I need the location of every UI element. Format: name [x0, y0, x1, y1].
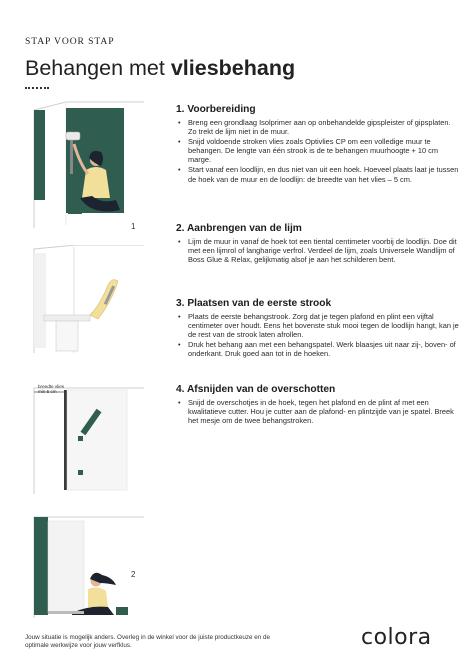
paint-roller-handle	[70, 138, 73, 174]
figure-number-2: 2	[131, 570, 136, 579]
bullet-list	[176, 312, 461, 358]
footer-note: Jouw situatie is mogelijk anders. Overleg in de winkel voor de juiste productkeuze en de optimale werkwijze voor jouw verfklus.	[25, 634, 271, 650]
figure-number-1: 1	[131, 222, 136, 231]
list-item: • Start vanaf een loodlijn, en dus niet van uit een hoek. Hoeveel plaats laat je tussen de hoek van de muur en de loodlijn: de breedte van het vlies – 5 cm.	[188, 165, 461, 183]
list-item: • Plaats de eerste behangstrook. Zorg dat je tegen plafond en plint een vijftal centimeter over houdt. Eens het bovenste stuk mooi tegen de loodlijn hangt, kan je de rest van de strook laten afrollen.	[188, 312, 461, 339]
bullet-list	[176, 398, 461, 425]
marker-dot	[78, 436, 83, 441]
measure-label-line2: min 5 cm	[38, 389, 57, 395]
title-divider	[25, 87, 49, 89]
section-heading: 1. Voorbereiding	[176, 104, 256, 115]
glued-area	[34, 253, 46, 348]
illustration-glue	[26, 245, 146, 355]
measure-label-line1: breedte vlies	[38, 384, 65, 389]
section-preparation	[176, 104, 461, 185]
illustration-preparation	[26, 100, 146, 230]
bullet-list	[176, 118, 461, 184]
wallpaper-roll-edge	[90, 280, 118, 319]
title-regular: Behangen met	[25, 56, 171, 80]
list-item: • Druk het behang aan met een behangspatel. Werk blaasjes uit naar zij-, boven- of onderkant. Druk goed aan tot in de hoeken.	[188, 340, 461, 358]
section-first-strip	[176, 298, 461, 359]
list-item: • Lijm de muur in vanaf de hoek tot een tiental centimeter voorbij de loodlijn. Doe dit met een lijmrol of langharige verfrol. Verdeel de lijm, zoals Universele Wandlijm of Boss Glue & Relax, gelijkmatig alsof je aan het schilderen bent.	[188, 237, 461, 264]
section-heading: 4. Afsnijden van de overschotten	[176, 384, 336, 395]
page-title	[25, 56, 295, 81]
marker-dot	[78, 470, 83, 475]
paint-roller-head	[66, 132, 80, 140]
baseboard	[48, 611, 84, 614]
section-glue	[176, 223, 461, 265]
paint-tray	[68, 206, 82, 214]
illustration-cutting	[26, 515, 146, 620]
table-leg	[56, 321, 78, 351]
title-bold: vliesbehang	[170, 56, 296, 80]
section-cutting	[176, 384, 461, 426]
list-item: • Snijd de overschotjes in de hoek, tegen het plafond en de plint af met een kwalitatieve cutter. Hou je cutter aan de plafond- en plintzijde van je spatel. Breek het mesje om de twee behangstroken.	[188, 398, 461, 425]
wall-corner-lines	[34, 245, 144, 353]
list-item: • Snijd voldoende stroken vlies zoals Optivlies CP om een volledige muur te behangen. De lengte van één strook is de te behangen muurhoogte + 10 cm marge.	[188, 137, 461, 164]
kicker-label: STAP VOOR STAP	[25, 36, 115, 47]
section-heading: 3. Plaatsen van de eerste strook	[176, 298, 332, 309]
wallpaper-strip-edge	[64, 390, 67, 490]
section-heading: 2. Aanbrengen van de lijm	[176, 223, 302, 234]
wallpaper-panel	[48, 521, 84, 613]
green-wall-panel	[67, 390, 127, 490]
list-item: • Breng een grondlaag Isolprimer aan op onbehandelde gipspleister of gipsplaten. Zo trekt de lijm niet in de muur.	[188, 118, 461, 136]
green-wall-strip	[34, 110, 45, 200]
measure-label	[38, 384, 64, 395]
bullet-list	[176, 237, 461, 264]
paint-tray	[116, 607, 128, 615]
person-shirt	[88, 587, 108, 607]
brand-logo: colora	[361, 625, 432, 650]
table-top	[44, 315, 90, 321]
green-wall-strip	[34, 517, 48, 615]
